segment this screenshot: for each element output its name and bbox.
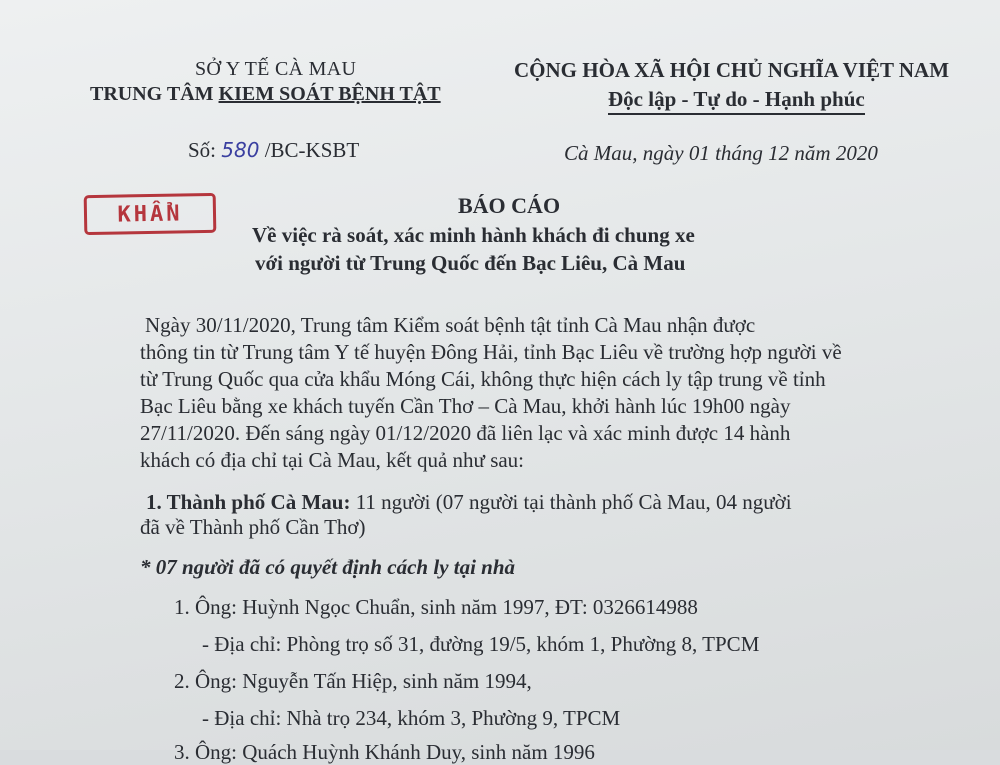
document-number-suffix: /BC-KSBT bbox=[259, 138, 360, 162]
body-paragraph-line: từ Trung Quốc qua cửa khẩu Móng Cái, không thực hiện cách ly tập trung về tỉnh bbox=[140, 367, 826, 391]
org-name-line2-b: KIEM SOÁT BỆNH TẬT bbox=[218, 83, 441, 105]
section-1-summary: 11 người (07 người tại thành phố Cà Mau, 04 người bbox=[350, 490, 792, 514]
person-address: - Địa chỉ: Phòng trọ số 31, đường 19/5, khóm 1, Phường 8, TPCM bbox=[202, 632, 760, 656]
org-name-line2 bbox=[90, 83, 441, 106]
urgent-stamp: KHẨN bbox=[84, 193, 217, 235]
document-number-value: 580 bbox=[221, 138, 260, 162]
report-subtitle-line2: với người từ Trung Quốc đến Bạc Liêu, Cà Mau bbox=[255, 251, 686, 275]
person-entry: 1. Ông: Huỳnh Ngọc Chuẩn, sinh năm 1997, ĐT: 0326614988 bbox=[174, 595, 698, 619]
report-subtitle-line1: Về việc rà soát, xác minh hành khách đi chung xe bbox=[252, 223, 695, 247]
report-title: BÁO CÁO bbox=[458, 193, 561, 218]
national-title: CỘNG HÒA XÃ HỘI CHỦ NGHĨA VIỆT NAM bbox=[514, 58, 950, 82]
body-paragraph-line: thông tin từ Trung tâm Y tế huyện Đông Hải, tỉnh Bạc Liêu về trường hợp người về bbox=[140, 340, 842, 364]
section-1-heading bbox=[146, 490, 792, 515]
document-number-label: Số: bbox=[188, 138, 222, 162]
person-entry: 3. Ông: Quách Huỳnh Khánh Duy, sinh năm 1996 bbox=[174, 740, 595, 764]
person-entry: 2. Ông: Nguyễn Tấn Hiệp, sinh năm 1994, bbox=[174, 669, 532, 693]
quarantine-note: * 07 người đã có quyết định cách ly tại nhà bbox=[140, 555, 516, 579]
body-paragraph-line: 27/11/2020. Đến sáng ngày 01/12/2020 đã liên lạc và xác minh được 14 hành bbox=[140, 421, 791, 445]
body-paragraph-line: Bạc Liêu bằng xe khách tuyến Cần Thơ – Cà Mau, khởi hành lúc 19h00 ngày bbox=[140, 394, 791, 418]
body-paragraph-line: Ngày 30/11/2020, Trung tâm Kiểm soát bệnh tật tỉnh Cà Mau nhận được bbox=[145, 313, 756, 337]
document-number bbox=[188, 138, 359, 163]
org-name-line1: SỞ Y TẾ CÀ MAU bbox=[195, 58, 357, 80]
place-date: Cà Mau, ngày 01 tháng 12 năm 2020 bbox=[564, 141, 878, 165]
section-1-summary-line2: đã về Thành phố Cần Thơ) bbox=[140, 515, 366, 539]
national-motto: Độc lập - Tự do - Hạnh phúc bbox=[608, 87, 865, 115]
person-address: - Địa chỉ: Nhà trọ 234, khóm 3, Phường 9, TPCM bbox=[202, 706, 621, 730]
org-name-line2-a: TRUNG TÂM bbox=[90, 83, 219, 105]
section-1-title: 1. Thành phố Cà Mau: bbox=[146, 490, 351, 514]
body-paragraph-line: khách có địa chỉ tại Cà Mau, kết quả như sau: bbox=[140, 448, 525, 472]
